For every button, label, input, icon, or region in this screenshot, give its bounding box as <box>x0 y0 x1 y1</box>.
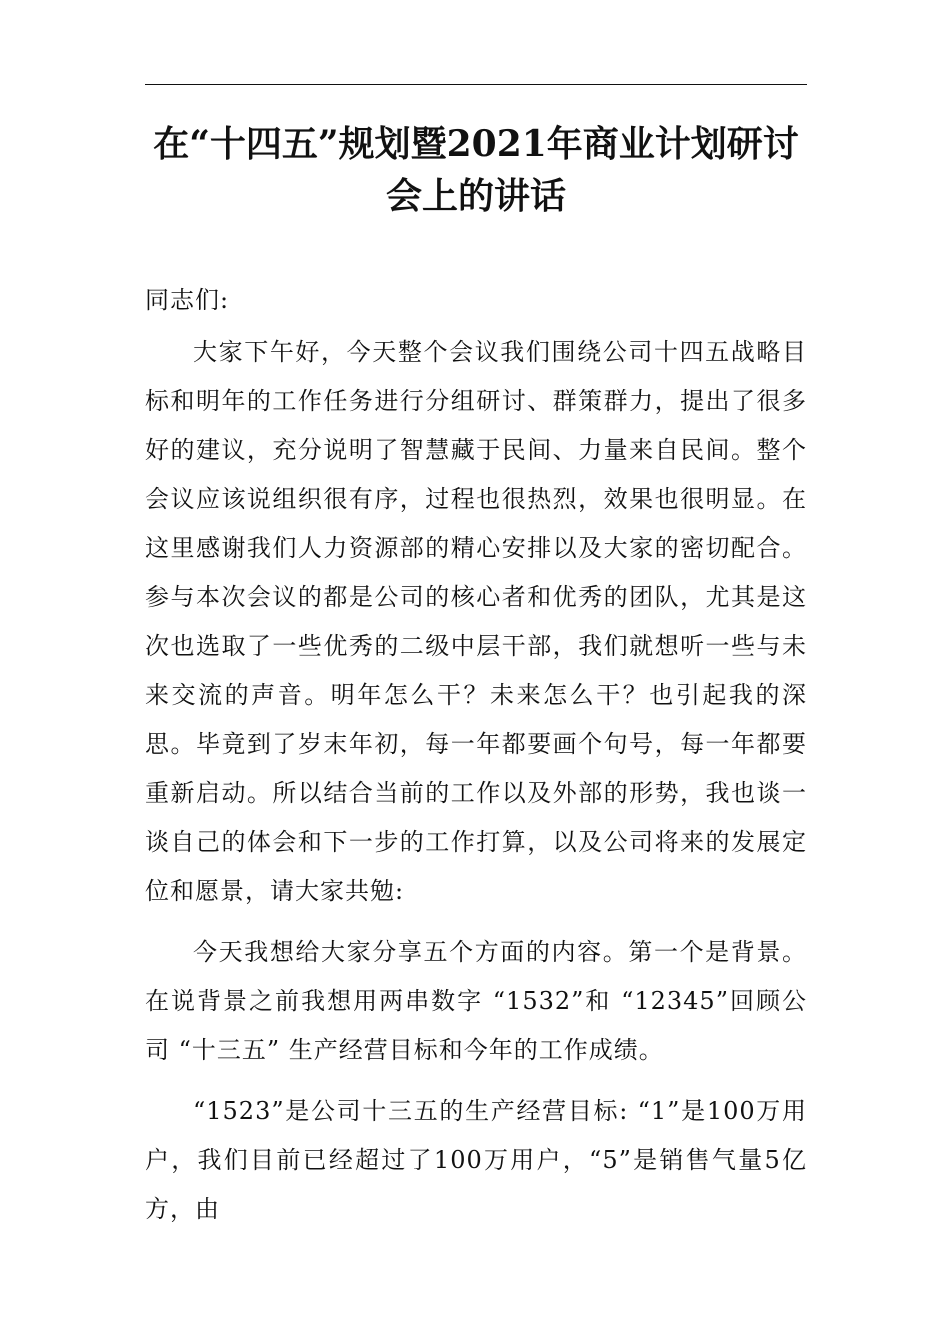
document-title <box>145 118 807 222</box>
header-rule <box>145 84 807 85</box>
document-title-line-1: 在“十四五”规划暨2021年商业计划研讨 <box>153 123 799 165</box>
document-body <box>145 276 807 1234</box>
paragraph-2: 今天我想给大家分享五个方面的内容。第一个是背景。在说背景之前我想用两串数字 “1532”和 “12345”回顾公司 “十三五” 生产经营目标和今年的工作成绩。 <box>145 938 807 1064</box>
salutation: 同志们: <box>145 286 230 314</box>
document-title-line-2: 会上的讲话 <box>385 175 566 217</box>
paragraph-1: 大家下午好，今天整个会议我们围绕公司十四五战略目标和明年的工作任务进行分组研讨、群策群力，提出了很多好的建议，充分说明了智慧藏于民间、力量来自民间。整个会议应该说组织很有序，过程也很热烈，效果也很明显。在这里感谢我们人力资源部的精心安排以及大家的密切配合。参与本次会议的都是公司的核心者和优秀的团队，尤其是这次也选取了一些优秀的二级中层干部，我们就想听一些与未来交流的声音。明年怎么干？未来怎么干？也引起我的深思。毕竟到了岁末年初，每一年都要画个句号，每一年都要重新启动。所以结合当前的工作以及外部的形势，我也谈一谈自己的体会和下一步的工作打算，以及公司将来的发展定位和愿景，请大家共勉: <box>145 338 807 905</box>
paragraph-3: “1523”是公司十三五的生产经营目标: “1”是100万用户，我们目前已经超过了100万用户，“5”是销售气量5亿方，由 <box>145 1097 807 1223</box>
